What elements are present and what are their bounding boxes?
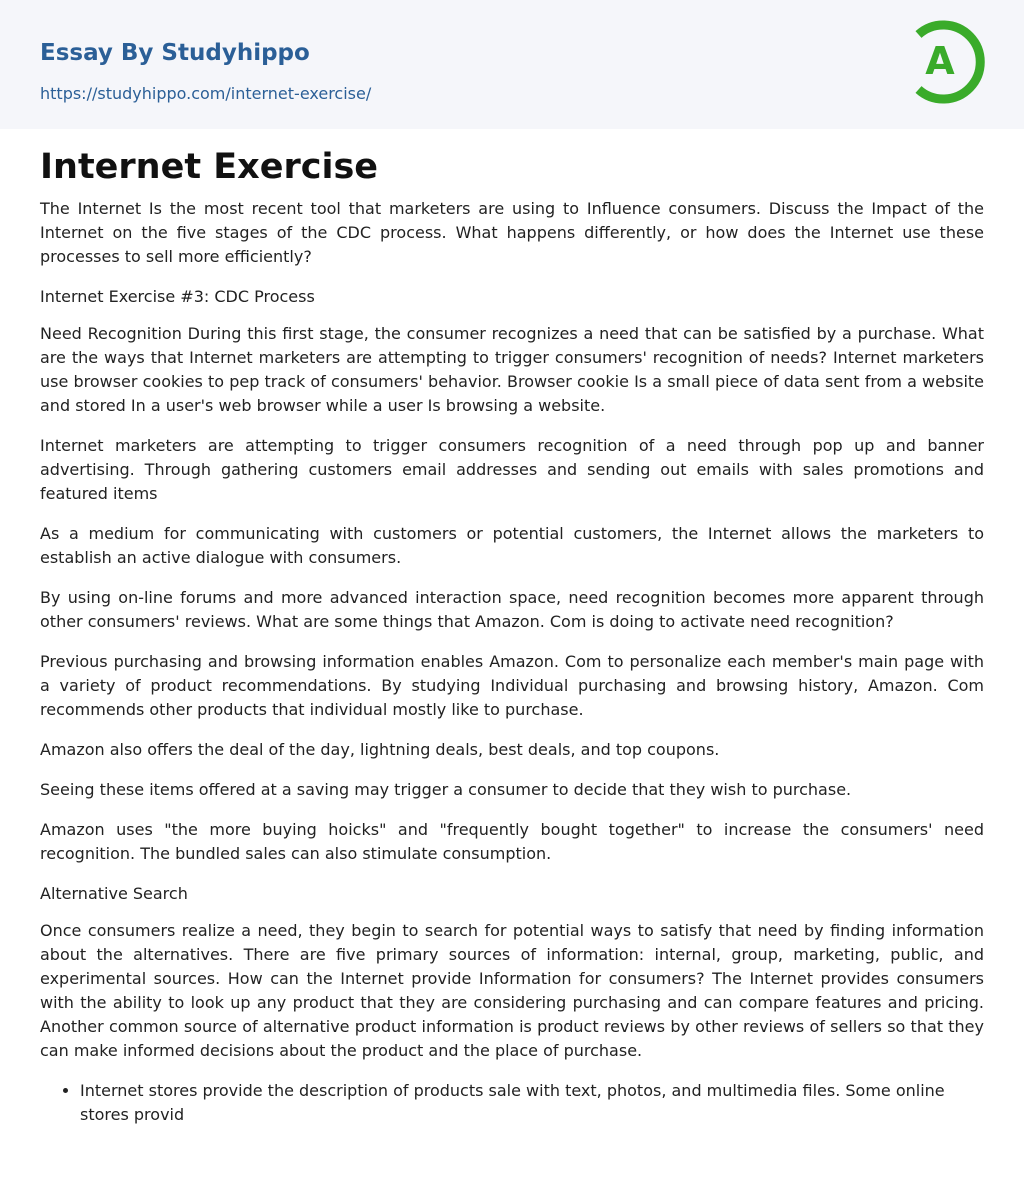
paragraph-amazon-personalize: Previous purchasing and browsing information enables Amazon. Com to personalize each member's main page with a variety of product recommendations. By studying Individual purchasing and browsing history, Amazon. Com recommends other products that individual mostly like to purchase. — [40, 652, 984, 720]
studyhippo-logo-icon[interactable] — [912, 20, 986, 104]
paragraph-online-forums: By using on-line forums and more advanced interaction space, need recognition becomes more apparent through other consumers' reviews. What are some things that Amazon. Com is doing to activate need recognition? — [40, 588, 984, 632]
paragraph-bundled-sales: Amazon uses "the more buying hoicks" and "frequently bought together" to increase the consumers' need recognition. The bundled sales can also stimulate consumption. — [40, 820, 984, 864]
paragraph-need-recognition: Need Recognition During this first stage, the consumer recognizes a need that can be satisfied by a purchase. What are the ways that Internet marketers are attempting to trigger consumers' recognition of needs? Internet marketers use browser cookies to pep track of consumers' behavior. Browser cookie Is a small piece of data sent from a website and stored In a user's web browser while a user Is browsing a website. — [40, 324, 984, 416]
essay-url-link[interactable]: https://studyhippo.com/internet-exercise/ — [40, 84, 372, 103]
article-content — [0, 129, 1024, 1127]
section-heading-alternative-search: Alternative Search — [40, 884, 188, 904]
page-header — [0, 0, 1024, 129]
section-heading-cdc-process: Internet Exercise #3: CDC Process — [40, 287, 315, 307]
paragraph-pop-up-advertising: Internet marketers are attempting to trigger consumers recognition of a need through pop up and banner advertising. Through gathering customers email addresses and sending out emails with sales promotions and featured items — [40, 436, 984, 504]
paragraph-saving-trigger: Seeing these items offered at a saving may trigger a consumer to decide that they wish to purchase. — [40, 780, 852, 800]
paragraph-active-dialogue: As a medium for communicating with customers or potential customers, the Internet allows the marketers to establish an active dialogue with consumers. — [40, 524, 984, 568]
logo-letter: A — [925, 39, 955, 83]
site-brand: Essay By Studyhippo — [40, 40, 310, 66]
list-item: • Internet stores provide the description of products sale with text, photos, and multimedia files. Some online stores provid — [80, 1079, 984, 1127]
paragraph-intro: The Internet Is the most recent tool that marketers are using to Influence consumers. Discuss the Impact of the Internet on the five stages of the CDC process. What happens differently, or how does the Internet use these processes to sell more efficiently? — [40, 199, 984, 267]
paragraph-alternative-search: Once consumers realize a need, they begin to search for potential ways to satisfy that need by finding information about the alternatives. There are five primary sources of information: internal, group, marketing, public, and experimental sources. How can the Internet provide Information for consumers? The Internet provides consumers with the ability to look up any product that they are considering purchasing and can compare features and pricing. Another common source of alternative product information is product reviews by other reviews of sellers so that they can make informed decisions about the product and the place of purchase. — [40, 921, 984, 1061]
article-title: Internet Exercise — [40, 147, 379, 187]
paragraph-amazon-deals: Amazon also offers the deal of the day, lightning deals, best deals, and top coupons. — [40, 740, 720, 760]
bullet-list — [40, 1079, 984, 1127]
